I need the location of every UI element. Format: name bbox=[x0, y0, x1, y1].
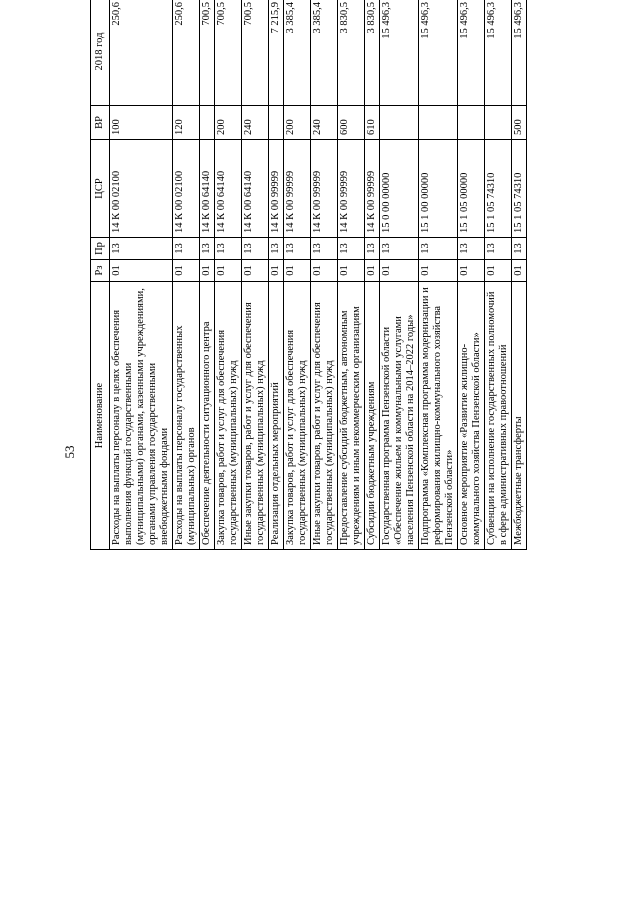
row-rz-cell: 01 bbox=[458, 260, 485, 282]
table-row bbox=[512, 0, 527, 550]
row-vr-cell: 600 bbox=[338, 106, 365, 140]
page-number: 53 bbox=[62, 445, 77, 459]
table-wrapper bbox=[90, 0, 565, 550]
row-name-cell: Основное мероприятие «Развитие жилищно-коммунального хозяйства Пензенской области» bbox=[458, 282, 485, 550]
row-2018-cell: 15 496,3 bbox=[512, 0, 527, 106]
row-rz-cell: 01 bbox=[110, 260, 173, 282]
table-row bbox=[242, 0, 269, 550]
row-name-cell: Реализация отдельных мероприятий bbox=[269, 282, 284, 550]
row-2018-cell: 3 385,4 bbox=[284, 0, 311, 106]
row-rz-cell: 01 bbox=[215, 260, 242, 282]
row-vr-cell bbox=[419, 106, 458, 140]
row-pr-cell: 13 bbox=[110, 238, 173, 260]
row-pr-cell: 13 bbox=[284, 238, 311, 260]
row-vr-cell: 200 bbox=[284, 106, 311, 140]
row-name-cell: Предоставление субсидий бюджетным, автономным учреждениям и иным некоммерческим организациям bbox=[338, 282, 365, 550]
row-name-cell: Расходы на выплаты персоналу в целях обеспечения выполнения функций государственными (муниципальными) органами, казенными учреждениями, органами управления государственными внебюджетными фондами bbox=[110, 282, 173, 550]
table-row bbox=[110, 0, 173, 550]
row-rz-cell: 01 bbox=[380, 260, 419, 282]
row-csr-cell: 14 К 00 64140 bbox=[242, 140, 269, 238]
row-csr-cell: 14 К 00 99999 bbox=[269, 140, 284, 238]
table-row bbox=[215, 0, 242, 550]
row-2018-cell: 3 830,5 bbox=[338, 0, 365, 106]
row-rz-cell: 01 bbox=[311, 260, 338, 282]
row-vr-cell: 500 bbox=[512, 106, 527, 140]
row-pr-cell: 13 bbox=[269, 238, 284, 260]
row-pr-cell: 13 bbox=[485, 238, 512, 260]
row-name-cell: Межбюджетные трансферты bbox=[512, 282, 527, 550]
row-vr-cell: 240 bbox=[311, 106, 338, 140]
row-2018-cell: 700,5 bbox=[242, 0, 269, 106]
table-row bbox=[200, 0, 215, 550]
row-csr-cell: 14 К 00 02100 bbox=[110, 140, 173, 238]
table-row bbox=[485, 0, 512, 550]
row-2018-cell: 250,6 bbox=[110, 0, 173, 106]
row-2018-cell: 15 496,3 bbox=[485, 0, 512, 106]
row-pr-cell: 13 bbox=[419, 238, 458, 260]
row-name-cell: Иные закупки товаров, работ и услуг для обеспечения государственных (муниципальных) нужд bbox=[311, 282, 338, 550]
row-2018-cell: 3 830,5 bbox=[365, 0, 380, 106]
row-name-cell: Субвенции на исполнение государственных полномочий в сфере административных правоотношений bbox=[485, 282, 512, 550]
row-csr-cell: 15 1 05 00000 bbox=[458, 140, 485, 238]
row-vr-cell bbox=[380, 106, 419, 140]
table-header-row bbox=[91, 0, 110, 550]
row-vr-cell bbox=[458, 106, 485, 140]
budget-table bbox=[90, 0, 527, 550]
row-rz-cell: 01 bbox=[512, 260, 527, 282]
table-row bbox=[269, 0, 284, 550]
row-rz-cell: 01 bbox=[338, 260, 365, 282]
table-row bbox=[311, 0, 338, 550]
row-pr-cell: 13 bbox=[365, 238, 380, 260]
header-name: Наименование bbox=[91, 282, 110, 550]
row-csr-cell: 14 К 00 99999 bbox=[365, 140, 380, 238]
row-pr-cell: 13 bbox=[311, 238, 338, 260]
row-vr-cell: 610 bbox=[365, 106, 380, 140]
row-rz-cell: 01 bbox=[269, 260, 284, 282]
row-name-cell: Иные закупки товаров, работ и услуг для обеспечения государственных (муниципальных) нужд bbox=[242, 282, 269, 550]
row-csr-cell: 15 1 00 00000 bbox=[419, 140, 458, 238]
row-pr-cell: 13 bbox=[380, 238, 419, 260]
row-csr-cell: 14 К 00 99999 bbox=[311, 140, 338, 238]
table-row bbox=[338, 0, 365, 550]
table-row bbox=[419, 0, 458, 550]
row-pr-cell: 13 bbox=[215, 238, 242, 260]
row-2018-cell: 7 215,9 bbox=[269, 0, 284, 106]
table-row bbox=[458, 0, 485, 550]
row-csr-cell: 14 К 00 99999 bbox=[284, 140, 311, 238]
table-row bbox=[380, 0, 419, 550]
row-vr-cell bbox=[485, 106, 512, 140]
table-row bbox=[365, 0, 380, 550]
header-csr: ЦСР bbox=[91, 140, 110, 238]
row-rz-cell: 01 bbox=[485, 260, 512, 282]
row-name-cell: Расходы на выплаты персоналу государственных (муниципальных) органов bbox=[173, 282, 200, 550]
row-2018-cell: 250,6 bbox=[173, 0, 200, 106]
row-csr-cell: 14 К 00 99999 bbox=[338, 140, 365, 238]
row-name-cell: Государственная программа Пензенской области «Обеспечение жильем и коммунальными услугами населения Пензенской области на 2014–2022 годы» bbox=[380, 282, 419, 550]
row-name-cell: Закупка товаров, работ и услуг для обеспечения государственных (муниципальных) нужд bbox=[284, 282, 311, 550]
row-pr-cell: 13 bbox=[200, 238, 215, 260]
row-vr-cell: 240 bbox=[242, 106, 269, 140]
row-name-cell: Обеспечение деятельности ситуационного центра bbox=[200, 282, 215, 550]
row-csr-cell: 14 К 00 64140 bbox=[200, 140, 215, 238]
row-vr-cell bbox=[269, 106, 284, 140]
row-pr-cell: 13 bbox=[173, 238, 200, 260]
row-csr-cell: 14 К 00 64140 bbox=[215, 140, 242, 238]
row-rz-cell: 01 bbox=[365, 260, 380, 282]
row-2018-cell: 15 496,3 bbox=[419, 0, 458, 106]
row-csr-cell: 14 К 00 02100 bbox=[173, 140, 200, 238]
row-pr-cell: 13 bbox=[242, 238, 269, 260]
header-pr: Пр bbox=[91, 238, 110, 260]
row-name-cell: Закупка товаров, работ и услуг для обеспечения государственных (муниципальных) нужд bbox=[215, 282, 242, 550]
row-2018-cell: 3 385,4 bbox=[311, 0, 338, 106]
row-vr-cell: 120 bbox=[173, 106, 200, 140]
header-2018: 2018 год bbox=[91, 0, 110, 106]
row-rz-cell: 01 bbox=[242, 260, 269, 282]
row-vr-cell bbox=[200, 106, 215, 140]
row-csr-cell: 15 1 05 74310 bbox=[512, 140, 527, 238]
row-2018-cell: 15 496,3 bbox=[380, 0, 419, 106]
table-row bbox=[173, 0, 200, 550]
header-rz: Рз bbox=[91, 260, 110, 282]
header-vr: ВР bbox=[91, 106, 110, 140]
row-pr-cell: 13 bbox=[512, 238, 527, 260]
row-rz-cell: 01 bbox=[200, 260, 215, 282]
row-rz-cell: 01 bbox=[173, 260, 200, 282]
row-pr-cell: 13 bbox=[458, 238, 485, 260]
row-vr-cell: 100 bbox=[110, 106, 173, 140]
table-row bbox=[284, 0, 311, 550]
row-2018-cell: 700,5 bbox=[200, 0, 215, 106]
row-vr-cell: 200 bbox=[215, 106, 242, 140]
row-csr-cell: 15 1 05 74310 bbox=[485, 140, 512, 238]
row-name-cell: Субсидии бюджетным учреждениям bbox=[365, 282, 380, 550]
row-rz-cell: 01 bbox=[419, 260, 458, 282]
rotated-table-frame bbox=[90, 2, 565, 844]
row-csr-cell: 15 0 00 00000 bbox=[380, 140, 419, 238]
row-pr-cell: 13 bbox=[338, 238, 365, 260]
row-2018-cell: 700,5 bbox=[215, 0, 242, 106]
row-name-cell: Подпрограмма «Комплексная программа модернизации и реформирования жилищно-коммунального хозяйства Пензенской области» bbox=[419, 282, 458, 550]
row-rz-cell: 01 bbox=[284, 260, 311, 282]
row-2018-cell: 15 496,3 bbox=[458, 0, 485, 106]
